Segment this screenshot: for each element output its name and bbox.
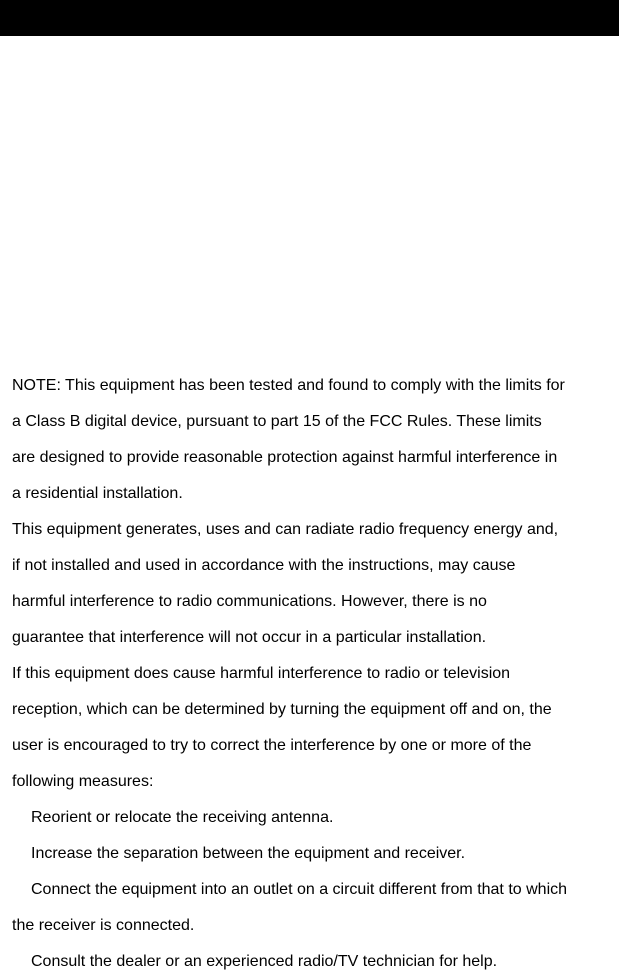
notice-line: following measures: [12, 773, 154, 790]
notice-line: harmful interference to radio communications. However, there is no [12, 593, 487, 610]
fcc-notice [12, 368, 626, 980]
header-bar [0, 0, 619, 36]
measure-item: Consult the dealer or an experienced radio/TV technician for help. [31, 953, 498, 970]
notice-line: are designed to provide reasonable protection against harmful interference in [12, 449, 558, 466]
notice-line: NOTE: This equipment has been tested and found to comply with the limits for [12, 377, 565, 394]
notice-line: user is encouraged to try to correct the interference by one or more of the [12, 737, 532, 754]
notice-line: guarantee that interference will not occur in a particular installation. [12, 629, 487, 646]
notice-line: a residential installation. [12, 485, 183, 502]
notice-line: reception, which can be determined by turning the equipment off and on, the [12, 701, 552, 718]
measure-item: Increase the separation between the equipment and receiver. [31, 845, 466, 862]
notice-line: This equipment generates, uses and can radiate radio frequency energy and, [12, 521, 559, 538]
notice-line: If this equipment does cause harmful interference to radio or television [12, 665, 511, 682]
measure-item: Connect the equipment into an outlet on a circuit different from that to which [31, 881, 568, 898]
notice-line: a Class B digital device, pursuant to part 15 of the FCC Rules. These limits [12, 413, 542, 430]
notice-line: if not installed and used in accordance with the instructions, may cause [12, 557, 516, 574]
measure-item: Reorient or relocate the receiving antenna. [31, 809, 334, 826]
notice-line: the receiver is connected. [12, 917, 195, 934]
